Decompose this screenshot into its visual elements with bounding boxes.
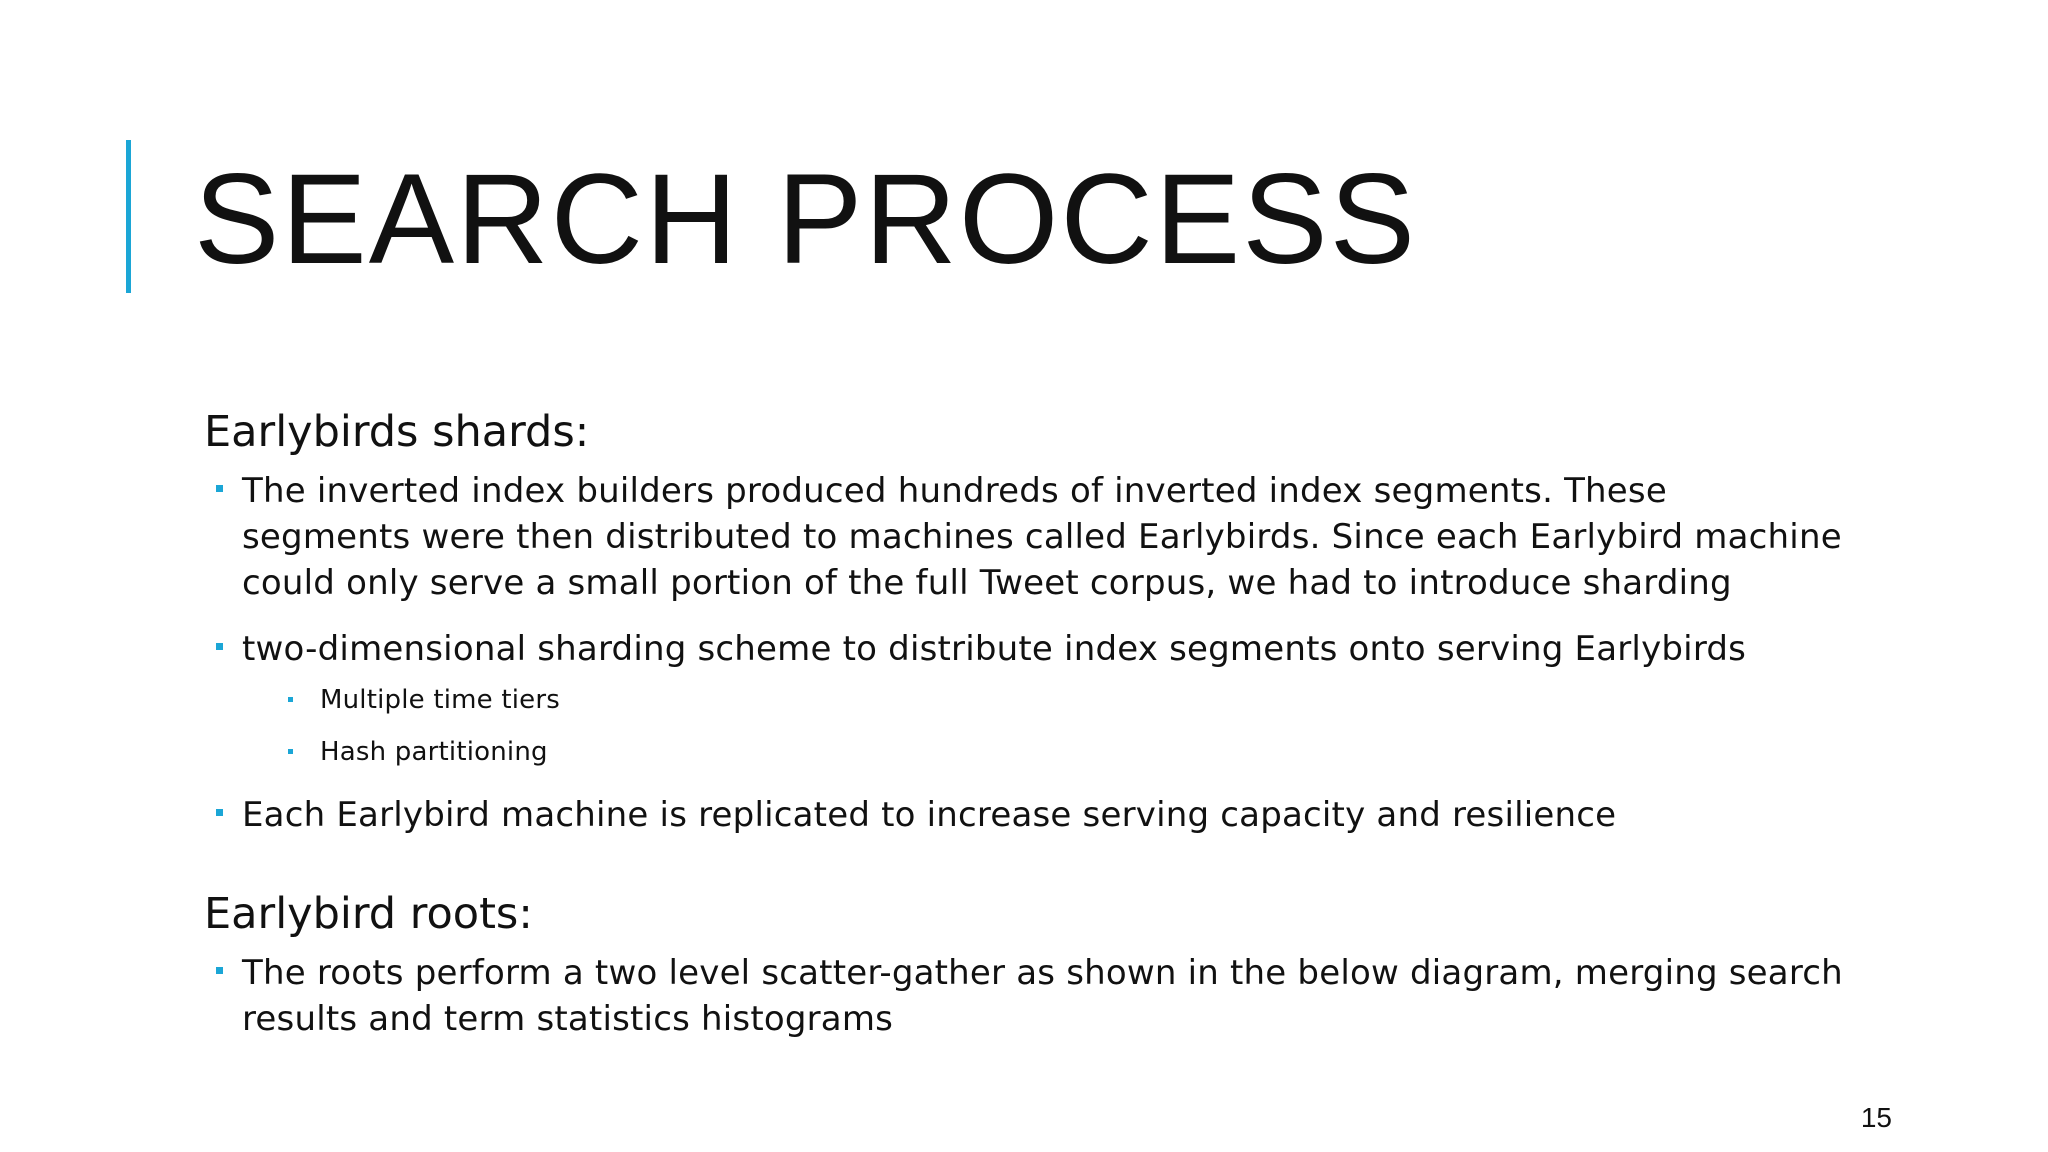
section-heading-earlybirds-shards: Earlybirds shards: (204, 407, 590, 457)
earlybird-roots-bullets (204, 950, 1844, 1042)
bullet-square-icon (216, 485, 223, 492)
sub-bullet-text: Hash partitioning (320, 737, 548, 767)
sub-bullet-square-icon (288, 749, 293, 754)
page-number: 15 (1860, 1102, 1892, 1133)
bullet-item (204, 950, 1844, 1042)
bullet-text: The inverted index builders produced hundreds of inverted index segments. These segments were then distributed to machines called Earlybirds. Since each Earlybird machine could only serve a small portion of the full Tweet corpus, we had to introduce sharding (242, 471, 1842, 603)
section-heading-earlybird-roots: Earlybird roots: (204, 889, 533, 939)
bullet-text: two-dimensional sharding scheme to distribute index segments onto serving Earlybirds (242, 629, 1747, 669)
bullet-square-icon (216, 643, 223, 650)
sub-bullet-square-icon (288, 697, 293, 702)
sub-bullet-item (280, 680, 1844, 720)
bullet-item (204, 626, 1844, 772)
slide-title: SEARCH PROCESS (194, 148, 1417, 291)
bullet-item (204, 468, 1844, 606)
earlybirds-shards-bullets (204, 468, 1844, 838)
sharding-sub-bullets (242, 680, 1844, 772)
bullet-item (204, 792, 1844, 838)
bullet-text: The roots perform a two level scatter-gather as shown in the below diagram, merging search results and term statistics histograms (242, 953, 1843, 1039)
sub-bullet-item (280, 732, 1844, 772)
bullet-square-icon (216, 967, 223, 974)
bullet-square-icon (216, 809, 223, 816)
title-accent-bar (126, 140, 131, 293)
slide-content (204, 404, 1844, 1062)
bullet-text: Each Earlybird machine is replicated to increase serving capacity and resilience (242, 795, 1617, 835)
sub-bullet-text: Multiple time tiers (320, 685, 560, 715)
